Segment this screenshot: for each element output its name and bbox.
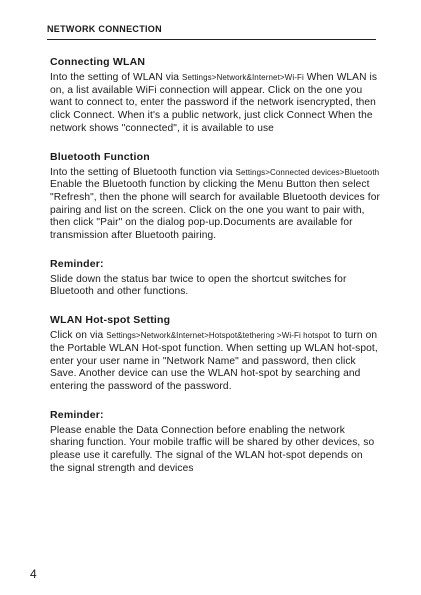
settings-path: Settings>Connected devices>Bluetooth bbox=[235, 167, 380, 177]
body-text: When WLAN is on, a list available WiFi connection will appear. Click on the one you want to connect to, enter the password if the network isencrypted, then click Connect. When it's a public network, just click Connect When the network shows "connected", it is available to use bbox=[50, 72, 378, 134]
section-body bbox=[50, 72, 380, 136]
body-text: Into the setting of Bluetooth function via bbox=[50, 166, 236, 178]
section-title: Bluetooth Function bbox=[50, 150, 150, 163]
section-body bbox=[50, 330, 380, 394]
body-text: Into the setting of WLAN via bbox=[50, 72, 183, 83]
body-text: Enable the Bluetooth function by clicking the Menu Button then select "Refresh", then the phone will search for available Bluetooth devices for pairing and list on the screen. Click on the one you want to pair with, then click "Pair" on the dialog pop-up.Documents are available for transmission after Bluetooth pairing. bbox=[50, 179, 380, 242]
section-title: Connecting WLAN bbox=[50, 56, 146, 68]
section-bluetooth-function bbox=[50, 151, 380, 243]
body-text: Click on via bbox=[50, 330, 107, 342]
section-wlan-hotspot-setting bbox=[50, 314, 380, 394]
page-header-title: NETWORK CONNECTION bbox=[47, 24, 162, 34]
section-title: WLAN Hot-spot Setting bbox=[50, 314, 171, 327]
body-text: Slide down the status bar twice to open the shortcut switches for Bluetooth and other functions. bbox=[50, 273, 347, 298]
section-title: Reminder: bbox=[50, 257, 104, 270]
settings-path: Settings>Network&Internet>Hotspot&tethering >Wi-Fi hotspot bbox=[106, 331, 331, 341]
page-number: 4 bbox=[30, 567, 37, 581]
section-connecting-wlan bbox=[50, 56, 380, 136]
section-body bbox=[50, 167, 380, 243]
header-divider bbox=[47, 39, 376, 40]
section-body bbox=[50, 274, 380, 299]
body-text: Please enable the Data Connection before enabling the network sharing function. Your mobile traffic will be shared by other devices, so please use it carefully. The signal of the WLAN hot-spot depends on the signal strength and devices bbox=[50, 424, 375, 474]
section-reminder-data-connection bbox=[50, 409, 380, 476]
section-body bbox=[50, 425, 380, 476]
body-text: to turn on the Portable WLAN Hot-spot function. When setting up WLAN hot-spot, enter your user name in "Network Name" and password, then click Save. Another device can use the WLAN hot-spot by searching and entering the password of the password. bbox=[50, 330, 378, 392]
section-reminder-shortcuts bbox=[50, 258, 380, 299]
section-title: Reminder: bbox=[50, 408, 104, 421]
settings-path: Settings>Network&Internet>Wi-Fi bbox=[182, 73, 304, 82]
page-content bbox=[50, 56, 380, 490]
